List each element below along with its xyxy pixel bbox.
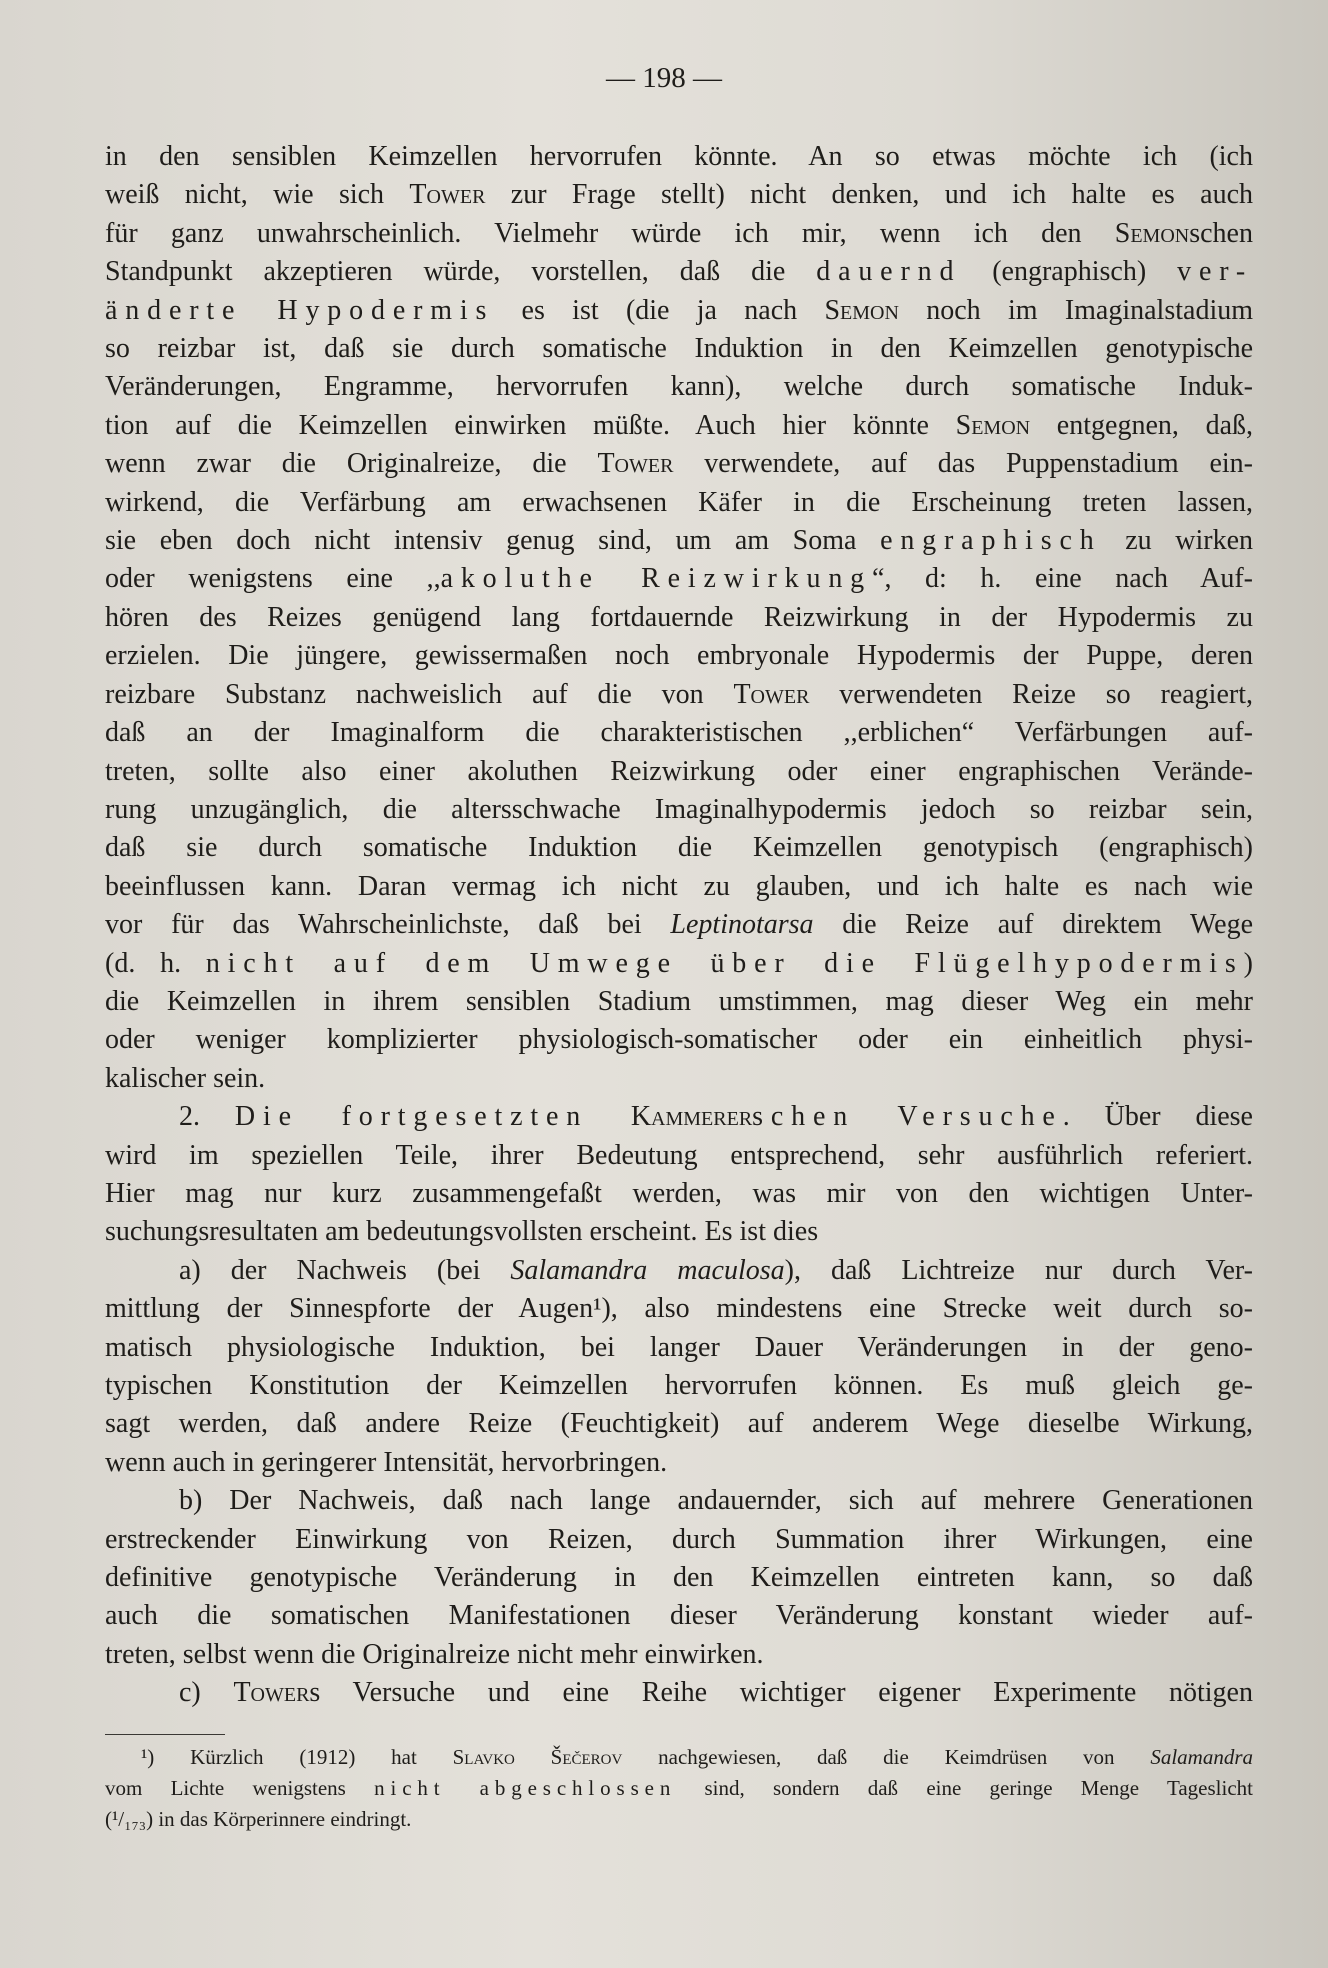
text-line: tion auf die Keimzellen einwirken müßte. Auch hier könnte Semon entgegnen, daß, (105, 409, 1253, 441)
italic-taxon: Salamandra maculosa (510, 1254, 785, 1286)
italic-taxon: Salamandra (1150, 1745, 1254, 1769)
text-line: sie eben doch nicht intensiv genug sind, um am Soma engraphisch zu wirken (105, 525, 1254, 557)
author-name: Tower (597, 448, 674, 480)
text-line: weiß nicht, wie sich Tower zur Frage stellt) nicht denken, und ich halte es auch (105, 179, 1253, 211)
italic-taxon: Leptinotarsa (670, 909, 814, 941)
list-item-a: a) der Nachweis (bei Salamandra maculosa), daß Lichtreize nur durch Ver- (179, 1254, 1254, 1286)
text-line: sagt werden, daß andere Reize (Feuchtigkeit) auf anderem Wege dieselbe Wirkung, (105, 1408, 1253, 1440)
text-line: wird im speziellen Teile, ihrer Bedeutung entsprechend, sehr ausführlich referiert. (105, 1139, 1253, 1171)
text-line: Veränderungen, Engramme, hervorrufen kann), welche durch somatische Induk- (105, 371, 1253, 403)
text-line: hören des Reizes genügend lang fortdauernde Reizwirkung in der Hypodermis zu (105, 601, 1253, 633)
list-item-b: b) Der Nachweis, daß nach lange andauernder, sich auf mehrere Generationen (179, 1485, 1253, 1517)
text-line: für ganz unwahrscheinlich. Vielmehr würde ich mir, wenn ich den Semonschen (105, 217, 1253, 249)
text-line: daß sie durch somatische Induktion die Keimzellen genotypisch (engraphisch) (105, 832, 1253, 864)
text-line: rung unzugänglich, die altersschwache Imaginalhypodermis jedoch so reizbar sein, (105, 793, 1253, 825)
page-number: — 198 — (606, 62, 722, 94)
spaced-emphasis: dauernd (816, 256, 962, 288)
footnote-line: vom Lichte wenigstens nicht abgeschlossen sind, sondern daß eine geringe Menge Tageslicht (105, 1776, 1253, 1800)
text-line: beeinflussen kann. Daran vermag ich nicht zu glauben, und ich halte es nach wie (105, 870, 1253, 902)
author-name: Semon (1114, 217, 1190, 249)
author-name: Semon (955, 409, 1031, 441)
author-name: Tower (409, 179, 486, 211)
spaced-emphasis: nicht auf dem Umwege über die Flügelhypodermis (205, 947, 1244, 979)
footnote-divider (105, 1734, 225, 1735)
text-line: erzielen. Die jüngere, gewissermaßen noch embryonale Hypodermis der Puppe, deren (105, 640, 1253, 672)
text-line: suchungsresultaten am bedeutungsvollsten erscheint. Es ist dies (105, 1216, 819, 1248)
text-line: treten, selbst wenn die Originalreize nicht mehr einwirken. (105, 1638, 764, 1670)
text-line: die Keimzellen in ihrem sensiblen Stadium umstimmen, mag dieser Weg ein mehr (105, 985, 1253, 1017)
text-line: änderte Hypodermis es ist (die ja nach Semon noch im Imaginalstadium (105, 294, 1254, 326)
list-item-c: c) Towers Versuche und eine Reihe wichtiger eigener Experimente nötigen (179, 1677, 1253, 1709)
text-line: Standpunkt akzeptieren würde, vorstellen, daß die dauernd (engraphisch) ver- (105, 256, 1253, 288)
spaced-emphasis: engraphisch (880, 525, 1102, 557)
text-line: erstreckender Einwirkung von Reizen, durch Summation ihrer Wirkungen, eine (105, 1523, 1253, 1555)
text-line: kalischer sein. (105, 1062, 266, 1094)
text-line: wirkend, die Verfärbung am erwachsenen Käfer in die Erscheinung treten lassen, (105, 486, 1253, 518)
spaced-emphasis: Die fortgesetzten (234, 1101, 631, 1133)
author-name: Slavko Šečerov (452, 1745, 623, 1769)
text-line: reizbare Substanz nachweislich auf die von Tower verwendeten Reize so reagiert, (105, 678, 1253, 710)
section-heading-line: 2. Die fortgesetzten Kammererschen Versuche. Über diese (179, 1101, 1253, 1133)
text-line: wenn zwar die Originalreize, die Tower verwendete, auf das Puppenstadium ein- (105, 448, 1253, 480)
text-line: (d. h. nicht auf dem Umwege über die Flügelhypodermis) (105, 947, 1253, 979)
footnote (105, 1742, 1253, 1835)
author-name: Tower (233, 1677, 310, 1709)
text-line: vor für das Wahrscheinlichste, daß bei Leptinotarsa die Reize auf direktem Wege (105, 909, 1254, 941)
text-line: oder weniger komplizierter physiologisch-somatischer oder ein einheitlich physi- (105, 1024, 1253, 1056)
text-line: wenn auch in geringerer Intensität, hervorbringen. (105, 1446, 668, 1478)
text-line: matisch physiologische Induktion, bei langer Dauer Veränderungen in der geno- (105, 1331, 1253, 1363)
text-line: daß an der Imaginalform die charakteristischen ,,erblichen“ Verfärbungen auf- (105, 717, 1253, 749)
spaced-emphasis: änderte Hypodermis (105, 294, 495, 326)
text-line: oder wenigstens eine ,,akoluthe Reizwirkung“, d: h. eine nach Auf- (105, 563, 1253, 595)
text-line: so reizbar ist, daß sie durch somatische Induktion in den Keimzellen genotypische (105, 333, 1253, 365)
text-line: typischen Konstitution der Keimzellen hervorrufen können. Es muß gleich ge- (105, 1370, 1253, 1401)
main-text (105, 138, 1253, 1713)
author-name: Kammerer (630, 1101, 753, 1133)
text-line: definitive genotypische Veränderung in den Keimzellen eintreten kann, so daß (105, 1562, 1253, 1594)
author-name: Tower (733, 678, 810, 710)
text-line: Hier mag nur kurz zusammengefaßt werden, was mir von den wichtigen Unter- (105, 1177, 1253, 1209)
author-name: Semon (824, 294, 899, 326)
footnote-line: (¹/₁₇₃) in das Körperinnere eindringt. (105, 1807, 412, 1831)
spaced-emphasis: akoluthe Reizwirkung (440, 563, 873, 595)
spaced-emphasis: nicht abgeschlossen (374, 1776, 677, 1800)
text-line: treten, sollte also einer akoluthen Reizwirkung oder einer engraphischen Verände- (105, 755, 1253, 787)
text-line: mittlung der Sinnespforte der Augen¹), also mindestens eine Strecke weit durch so- (105, 1293, 1253, 1325)
text-line: auch die somatischen Manifestationen dieser Veränderung konstant wieder auf- (105, 1600, 1253, 1632)
text-line: in den sensiblen Keimzellen hervorrufen könnte. An so etwas möchte ich (ich (105, 141, 1253, 172)
footnote-line: ¹) Kürzlich (1912) hat Slavko Šečerov nachgewiesen, daß die Keimdrüsen von Salamandra (141, 1745, 1254, 1769)
